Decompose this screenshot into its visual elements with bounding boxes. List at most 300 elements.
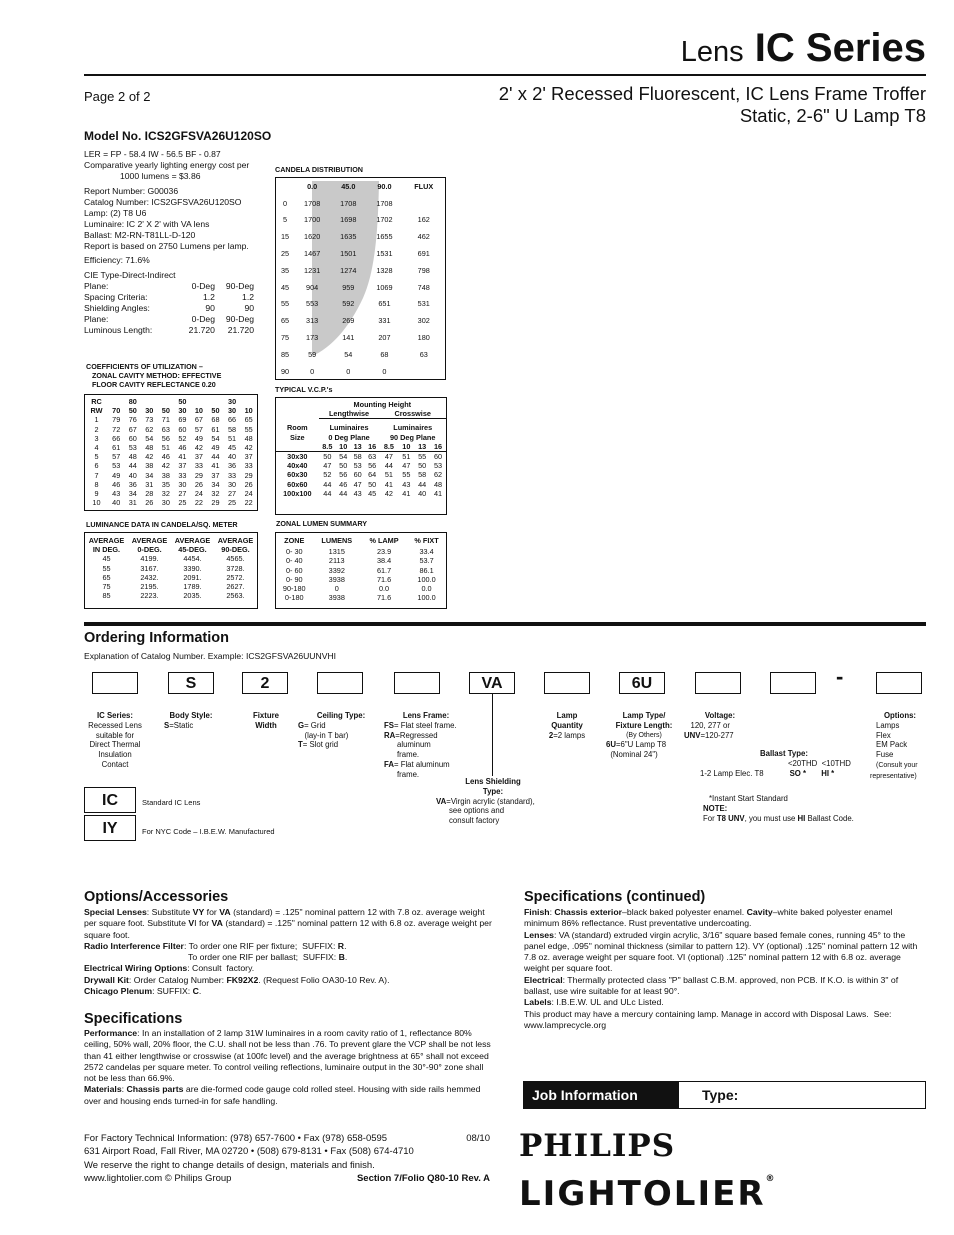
candela-value-cell: 651 [378,299,391,309]
luminance-row [85,573,257,582]
luminance-value-cell: 2432. [140,572,159,582]
cu-value-cell: 43 [112,489,121,499]
candela-value-cell: 162 [417,215,430,225]
candela-row [276,279,445,296]
candela-row [276,195,445,212]
vcp-room-cell: 30x30 [287,452,308,462]
vcp-value-cell: 60 [433,452,443,462]
candela-value-cell: 1501 [340,249,357,259]
candela-angle-cell: 35 [280,265,290,275]
cu-value-cell: 35 [161,479,170,489]
photometry-table [84,281,254,336]
cu-value-cell: 73 [145,415,154,425]
vcp-value-cell: 47 [384,452,393,462]
cu-rcr-cell: 1 [94,415,99,425]
vcp-value-cell: 44 [339,488,348,498]
catalog-dash: - [836,664,844,689]
cu-value-cell: 49 [194,433,203,443]
luminance-value-cell: 1789. [183,582,202,592]
footer-date: 08/10 [466,1133,490,1144]
label-lamp-quantity: Lamp Quantity 2=2 lamps [548,711,586,740]
luminance-row [85,591,257,600]
zonal-value-cell: 100.0 [417,574,436,584]
candela-value-cell: 0 [382,366,387,376]
luminance-value-cell: 3390. [183,563,202,573]
luminance-value-cell: 2091. [183,572,202,582]
candela-value-cell: 1620 [304,232,321,242]
luminance-header-cell: AVERAGE [88,536,125,545]
candela-row [276,245,445,262]
candela-value-cell: 1231 [304,265,321,275]
cu-rcr-cell: 10 [92,498,101,508]
cu-header-cell: RW [90,406,103,416]
vcp-value-cell: 52 [323,470,332,480]
cu-value-cell: 72 [112,424,121,434]
model-line: Efficiency: 71.6% [84,255,150,265]
luminance-header-1 [85,536,257,545]
catalog-box-ballast-type [770,672,816,694]
zonal-header-row [276,536,446,547]
candela-row [276,212,445,229]
catalog-box-ceiling-type [317,672,363,694]
vcp-height-cell: 16 [365,442,380,452]
zonal-row [276,547,446,556]
job-information-label: Job Information [524,1082,679,1108]
cu-header-cell: RC [91,397,102,406]
vcp-value-cell: 50 [323,452,332,462]
luminance-value-cell: 2627. [226,582,245,592]
candela-value-cell: 269 [342,316,355,326]
vcp-value-cell: 58 [353,452,362,462]
vcp-value-cell: 46 [339,479,348,489]
candela-header-row [276,178,445,195]
label-ceiling-type: Ceiling Type: G= Grid (lay-in T bar) T= Slot grid [298,711,366,750]
luminance-row [85,564,257,573]
page-title [681,26,926,71]
cu-value-cell: 24 [194,489,203,499]
candela-header-cell: 90.0 [377,181,392,191]
lightolier-logo-text: LIGHTOLIER [519,1174,766,1214]
vcp-table-box [275,397,447,515]
vcp-height-cell: 8.5 [379,442,398,452]
cu-value-cell: 44 [128,461,137,471]
label-ballast-type: Ballast Type: <20THD <10THD 1-2 Lamp Elec. T8 SO * HI * [700,749,851,778]
zonal-header-cell: LUMENS [321,536,353,545]
luminance-value-cell: 2223. [140,591,159,601]
cu-row [85,480,257,489]
cu-rcr-cell: 8 [94,479,99,489]
cu-header-cell: 50 [161,406,170,416]
cu-value-cell: 61 [211,424,220,434]
luminance-header-cell: IN DEG. [92,545,121,555]
catalog-box-options [876,672,922,694]
candela-value-cell: 1655 [376,232,393,242]
job-information-bar [523,1081,926,1109]
vcp-value-cell: 58 [418,470,427,480]
cu-value-cell: 53 [112,461,121,471]
zonal-row [276,556,446,565]
photometry-row [84,303,254,314]
candela-angle-cell: 15 [280,232,290,242]
luminance-value-cell: 2035. [183,591,202,601]
vcp-value-cell: 44 [418,479,427,489]
label-ic-series: IC Series: Recessed Lens suitable for Direct Thermal Insulation Contact [88,711,142,769]
photometry-value-0: 21.720 [188,325,215,335]
candela-value-cell: 1708 [376,198,393,208]
luminance-table-box [84,532,258,609]
candela-value-cell: 331 [378,316,391,326]
candela-value-cell: 1700 [304,215,321,225]
zonal-row [276,566,446,575]
cu-value-cell: 24 [244,489,253,499]
subtitle-line-1: 2' x 2' Recessed Fluorescent, IC Lens Frame Troffer [498,83,926,104]
photometry-label: Luminous Length: [84,325,153,335]
zonal-value-cell: 0- 40 [285,556,303,566]
cu-header-cell: 30 [145,406,154,416]
vcp-value-cell: 44 [323,479,332,489]
vcp-blank-cell [276,409,319,419]
candela-value-cell: 1274 [340,265,357,275]
specifications-body: Performance: In an installation of 2 lamp 31W luminaires in a room cavity ratio of 1, reflectance 80% ceiling, 50% wall, 20% floor, the C.U. shall not be less than .76. To prevent glare the VCP shall be not less than 41 either lengthwise or crosswise (at 100fc level) and the average brightness at 65° shall not exceed 2572 candelas per square meter. To control veiling reflections, luminaire output in the 30°-90° zone shall not be less than 66.9%. Materials: Chassis parts are die-formed code gauge cold rolled steel. Housing with side rails hemmed over and housing ends turned-in for safe handling. [84,1028,491,1106]
candela-row [276,296,445,313]
candela-row [276,346,445,363]
cu-title-line: ZONAL CAVITY METHOD: EFFECTIVE [92,371,222,380]
cu-header-cell: 10 [194,406,203,416]
candela-value-cell [403,195,446,212]
candela-row [276,262,445,279]
photometry-row [84,281,254,292]
candela-value-cell: 748 [417,282,430,292]
vcp-lengthwise-header: Lengthwise [319,409,380,419]
luminance-value-cell: 55 [102,563,111,573]
ordering-title: Ordering Information [84,630,229,646]
cu-header-rw [85,406,257,415]
vcp-height-cell: 13 [350,442,364,452]
cu-value-cell: 33 [194,461,203,471]
zonal-value-cell: 3392 [328,565,345,575]
cu-rcr-cell: 4 [94,443,99,453]
cu-value-cell: 40 [227,452,237,462]
catalog-box-lamp-type: 6U [619,672,665,694]
zonal-value-cell: 33.4 [419,547,434,557]
zonal-header-cell: % FIXT [414,536,439,545]
candela-value-cell: 553 [306,299,319,309]
spec-continued-body: Finish: Chassis exterior–black baked polyester enamel. Cavity–white baked polyester enamel minimum 86% reflectance. Rust preventative undercoating. Lenses: VA (standard) extruded virgin acrylic, 3/16" square based female cones, running 45° to the panel edge, .095" nominal thickness (similar to pattern 12). VY (optional) .125" nominal pattern 12 with 7.8 oz. average weight per square foot. VI (optional) .125" nominal pattern 12 with 6.8 oz. average weight per square foot. Electrical: Thermally protected class "P" ballast C.B.M. approved, non PCB. If K.O. is within 3" of ballast, use wire suitable for at least 90°. Labels: I.B.E.W. UL and ULc Listed. This product may have a mercury containing lamp. Manage in accord with Disposal Laws. See: www.lamprecycle.org [524,907,918,1030]
cu-value-cell: 52 [178,433,187,443]
candela-row [276,312,445,329]
cu-value-cell: 41 [211,461,220,471]
photometry-value-90: 1.2 [242,292,254,302]
label-lens-frame: Lens Frame: FS= Flat steel frame. RA=Regressed aluminum frame. FA= Flat aluminum frame. [384,711,457,779]
candela-value-cell: 59 [308,349,317,359]
model-line: Report Number: G00036 [84,186,179,196]
cu-value-cell: 66 [112,433,121,443]
luminance-value-cell: 4565. [226,554,245,564]
vcp-value-cell: 47 [323,461,332,471]
label-options: Options: Lamps Flex EM Pack Fuse (Consult your representative) [870,711,918,780]
vcp-plane-0: 0 Deg Plane [328,432,370,442]
zonal-value-cell: 53.7 [419,556,434,566]
vcp-value-cell: 51 [402,452,411,462]
label-lamp-type: Lamp Type/ Fixture Length: (By Others) 6U=6"U Lamp T8 (Nominal 24") [606,711,673,760]
luminance-header-cell: 0-DEG. [137,545,162,555]
luminance-value-cell: 85 [102,591,111,601]
photometry-value-90: 90-Deg [225,281,254,291]
vcp-value-cell: 53 [433,461,443,471]
luminance-value-cell: 45 [102,554,111,564]
cu-value-cell: 67 [194,415,203,425]
candela-value-cell: 1531 [376,249,393,259]
candela-angle-cell: 0 [283,198,288,208]
vcp-mounting-header: Mounting Height [353,400,412,409]
photometry-value-90: 90 [244,303,254,313]
zonal-header-cell: % LAMP [369,536,399,545]
zonal-row [276,593,446,602]
cu-value-cell: 36 [227,461,237,471]
candela-value-cell: 592 [342,299,355,309]
candela-row [276,363,445,380]
cu-value-cell: 26 [244,479,253,489]
luminance-value-cell: 3728. [226,563,245,573]
cu-value-cell: 40 [128,470,137,480]
luminance-value-cell: 75 [102,582,111,592]
zonal-value-cell: 0- 60 [285,565,303,575]
vcp-value-cell: 55 [418,452,427,462]
cu-value-cell: 27 [178,489,187,499]
catalog-box-lens-frame [394,672,440,694]
footer [84,1132,490,1186]
candela-value-cell: 0 [346,366,351,376]
vcp-value-cell: 43 [353,488,362,498]
candela-value-cell: 691 [417,249,430,259]
cu-table-box [84,394,258,511]
model-line: Comparative yearly lighting energy cost per [84,160,250,170]
vcp-value-cell: 45 [368,488,377,498]
cu-value-cell: 26 [145,498,154,508]
photometry-row [84,314,254,325]
luminance-header-cell: AVERAGE [131,536,168,545]
lightolier-logo [519,1174,777,1214]
vcp-direction-row [276,409,446,419]
catalog-box-voltage [695,672,741,694]
catalog-box-lens-shielding: VA [469,672,515,694]
catalog-box-fixture-width: 2 [242,672,288,694]
cu-value-cell: 61 [112,443,121,453]
cu-rcr-cell: 6 [94,461,99,471]
candela-value-cell: 0 [310,366,315,376]
candela-angle-cell: 85 [280,349,290,359]
cu-value-cell: 57 [112,452,121,462]
cu-value-cell: 48 [145,443,154,453]
cu-value-cell: 56 [161,433,170,443]
zonal-title: ZONAL LUMEN SUMMARY [276,519,368,528]
cu-value-cell: 28 [145,489,154,499]
vcp-value-cell: 63 [368,452,377,462]
cu-value-cell: 48 [244,433,253,443]
options-body: Special Lenses: Substitute VY for VA (standard) = .125" nominal pattern 12 with 7.8 oz. average weight per square foot. Substitute VI for VA (standard) = .125" nominal pattern 12 with 6.8 oz. average weight per square foot. Radio Interference Filter: To order one RIF per fixture; SUFFIX: R. To order one RIF per ballast; SUFFIX: B. Electrical Wiring Options: Consult factory. Drywall Kit: Order Catalog Number: FK92X2. (Request Folio OA30-10 Rev. A). Chicago Plenum: SUFFIX: C. [84,907,492,997]
cu-value-cell: 34 [145,470,154,480]
candela-value-cell: 959 [342,282,355,292]
cu-row [85,415,257,424]
zonal-value-cell: 2113 [328,556,345,566]
cu-header-cell: 50 [178,397,187,406]
vcp-height-cell: 13 [414,442,430,452]
photometry-row [84,325,254,336]
cu-value-cell: 37 [194,452,203,462]
cu-value-cell: 46 [178,443,187,453]
cu-value-cell: 25 [178,498,187,508]
cu-value-cell: 65 [244,415,253,425]
vcp-room-cell: 40x40 [287,461,308,471]
label-lens-shielding: Lens Shielding Type: VA=Virgin acrylic (standard), see options and consult factory [436,777,535,826]
candela-table-box [275,177,446,380]
cu-header-cell: 50 [211,406,220,416]
job-type-label: Type: [702,1087,739,1103]
cu-value-cell: 54 [211,433,220,443]
vcp-value-cell: 64 [368,470,377,480]
cu-title [86,362,221,389]
label-body-style: Body Style: S=Static [164,711,213,730]
candela-value-cell: 1467 [304,249,321,259]
cu-value-cell: 45 [227,443,237,453]
cu-value-cell: 37 [244,452,253,462]
zonal-value-cell: 86.1 [419,565,434,575]
photometry-row [84,292,254,303]
cu-value-cell: 49 [211,443,220,453]
cu-value-cell: 46 [112,479,121,489]
cu-value-cell: 49 [112,470,121,480]
cu-row [85,443,257,452]
cu-value-cell: 33 [178,470,187,480]
title-main: IC Series [754,26,926,70]
cu-title-line: FLOOR CAVITY REFLECTANCE 0.20 [92,380,216,389]
cu-value-cell: 60 [178,424,187,434]
candela-row [276,329,445,346]
header-rule [84,74,926,76]
vcp-row [276,452,446,462]
candela-angle-cell: 55 [280,299,290,309]
cu-value-cell: 41 [178,452,187,462]
candela-value-cell: 313 [306,316,319,326]
cu-value-cell: 67 [128,424,137,434]
cu-rcr-cell: 7 [94,470,99,480]
vcp-room-cell: 60x60 [287,479,308,489]
candela-value-cell: 1708 [340,198,357,208]
vcp-blank-cell [276,442,319,452]
cu-value-cell: 34 [128,489,137,499]
model-line: Ballast: M2-RN-T81LL-D-120 [84,230,196,240]
cu-row [85,452,257,461]
zonal-value-cell: 61.7 [376,565,392,575]
vcp-value-cell: 50 [339,461,348,471]
model-line: LER = FP - 58.4 IW - 56.5 BF - 0.87 [84,149,221,159]
zonal-value-cell: 0 [334,584,339,594]
luminance-header-cell: AVERAGE [174,536,211,545]
photometry-label: Plane: [84,281,109,291]
cu-value-cell: 31 [128,498,137,508]
candela-angle-cell: 90 [280,366,290,376]
vcp-luminaires-0: Luminaires [329,423,369,433]
zonal-value-cell: 1315 [328,547,345,557]
registered-mark: ® [765,1174,777,1184]
candela-value-cell [403,363,446,380]
lens-shielding-leader [492,694,493,776]
label-fixture-width: Fixture Width [253,711,279,730]
cu-value-cell: 42 [244,443,253,453]
footer-line: 631 Airport Road, Fall River, MA 02720 • (508) 679-8131 • Fax (508) 674-4710 [84,1146,414,1158]
luminance-value-cell: 4454. [183,554,202,564]
candela-value-cell: 531 [417,299,430,309]
candela-value-cell: 207 [378,333,391,343]
vcp-value-cell: 56 [339,470,348,480]
cu-header-cell: 50 [128,406,137,416]
cu-header-cell: 30 [227,406,237,416]
catalog-box-lamp-quantity [544,672,590,694]
candela-value-cell: 63 [419,349,428,359]
cu-rcr-cell: 3 [94,433,99,443]
product-subtitle [499,83,926,127]
candela-value-cell: 173 [306,333,319,343]
cu-value-cell: 46 [161,452,170,462]
cu-value-cell: 37 [211,470,220,480]
vcp-value-cell: 44 [323,488,332,498]
subtitle-line-2: Static, 2-6" U Lamp T8 [739,105,926,126]
cu-value-cell: 42 [145,452,154,462]
zonal-value-cell: 71.6 [376,574,392,584]
model-line: CIE Type-Direct-Indirect [84,270,176,280]
cu-value-cell: 32 [161,489,170,499]
zonal-row [276,584,446,593]
cu-value-cell: 30 [161,498,170,508]
cu-rcr-cell: 5 [94,452,99,462]
vcp-row [276,480,446,489]
cu-value-cell: 79 [112,415,121,425]
zonal-table [276,536,446,602]
zonal-value-cell: 0- 90 [285,574,303,584]
cu-value-cell: 32 [211,489,220,499]
cu-value-cell: 51 [227,433,237,443]
vcp-blank-cell [276,398,319,409]
candela-value-cell: 54 [344,349,353,359]
catalog-box-body-style: S [168,672,214,694]
vcp-value-cell: 41 [402,488,411,498]
candela-value-cell: 1702 [376,215,393,225]
vcp-value-cell: 48 [433,479,443,489]
vcp-mounting-row [276,398,446,409]
zonal-value-cell: 23.9 [376,547,392,557]
cu-header-cell: 30 [228,397,237,406]
luminance-header-cell: 45-DEG. [178,545,207,555]
cu-value-cell: 57 [194,424,203,434]
cu-value-cell: 25 [227,498,237,508]
label-voltage: Voltage: 120, 277 or UNV=120-277 [684,711,736,740]
footer-line: For Factory Technical Information: (978) 657-7600 • Fax (978) 658-0595 [84,1133,388,1144]
candela-value-cell: 1698 [340,215,357,225]
cu-row [85,489,257,498]
model-number: Model No. ICS2GFSVA26U120SO [84,129,272,143]
cu-value-cell: 76 [128,415,137,425]
zonal-value-cell: 3938 [328,574,345,584]
vcp-height-cell: 8.5 [319,442,336,452]
photometry-label: Plane: [84,314,109,324]
candela-header-cell: FLUX [414,181,434,191]
vcp-value-cell: 47 [402,461,411,471]
cu-value-cell: 38 [145,461,154,471]
vcp-value-cell: 41 [433,488,443,498]
catalog-code-iy: IY [84,815,136,841]
candela-title: CANDELA DISTRIBUTION [275,165,363,174]
options-title: Options/Accessories [84,889,229,905]
